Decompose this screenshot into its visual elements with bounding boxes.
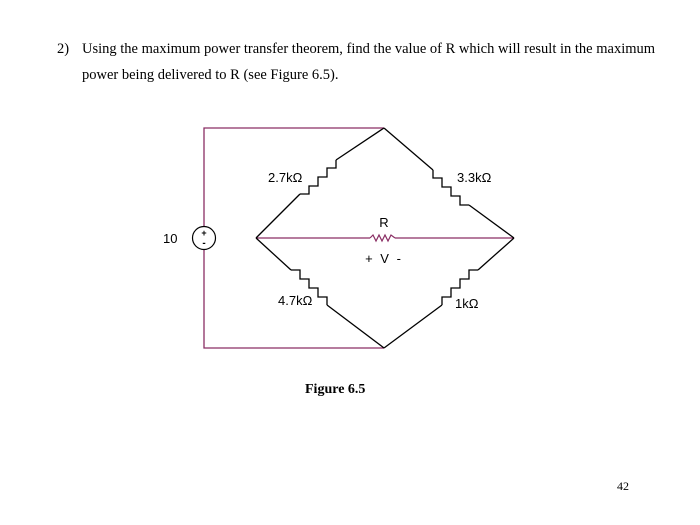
page-number: 42: [617, 479, 629, 493]
voltage-source: [193, 227, 216, 250]
resistor-2-7k-label: 2.7kΩ: [268, 170, 303, 185]
resistor-3-3k: [384, 128, 514, 238]
problem-number: 2): [57, 41, 70, 57]
problem-text: Using the maximum power transfer theorem, find the value of R which will result in the maximum power being delivered to R (see Figure 6.5).: [82, 41, 656, 83]
resistor-3-3k-label: 3.3kΩ: [457, 170, 492, 185]
figure-caption: Figure 6.5: [305, 382, 366, 397]
load-resistor-r: [370, 235, 395, 241]
resistor-1k: [384, 238, 514, 348]
source-plus: +: [201, 228, 207, 238]
source-value-label: 10: [163, 231, 178, 246]
load-resistor-label: R: [379, 215, 389, 230]
voltage-label: + V -: [365, 251, 401, 266]
resistor-1k-label: 1kΩ: [455, 296, 479, 311]
source-minus: -: [202, 238, 206, 249]
resistor-4-7k-label: 4.7kΩ: [278, 293, 313, 308]
